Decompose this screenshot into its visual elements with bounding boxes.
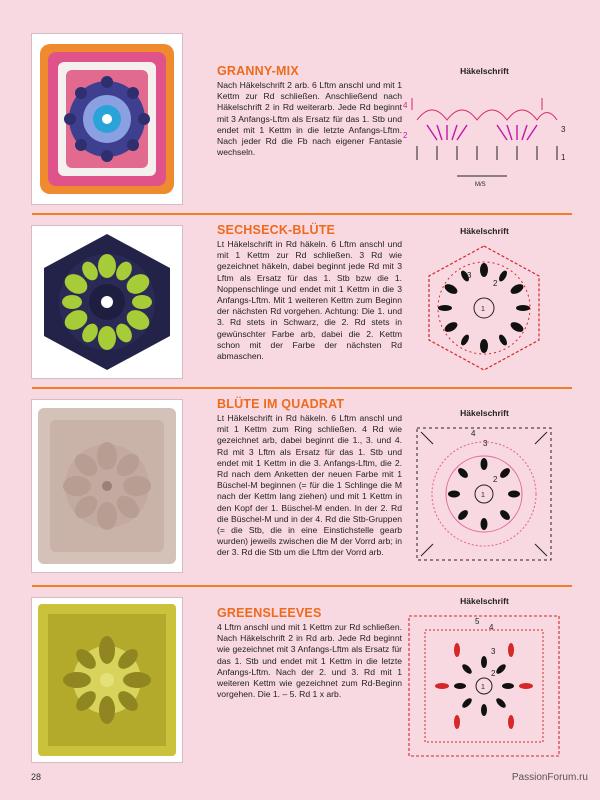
granny-mix-diagram-label: Häkelschrift bbox=[460, 66, 509, 76]
greensleeves-diagram bbox=[397, 596, 572, 776]
bluete-im-quadrat-diagram-label: Häkelschrift bbox=[460, 408, 509, 418]
bluete-im-quadrat-photo bbox=[32, 400, 182, 572]
sechseck-bluete-mark-1: 1 bbox=[481, 306, 485, 313]
sechseck-bluete-title: SECHSECK-BLÜTE bbox=[217, 223, 336, 237]
divider bbox=[32, 213, 572, 215]
granny-mix-photo bbox=[32, 34, 182, 204]
greensleeves-photo bbox=[32, 598, 182, 762]
bluete-im-quadrat-text bbox=[217, 397, 402, 559]
sechseck-bluete-diagram bbox=[397, 226, 572, 406]
greensleeves-text bbox=[217, 606, 402, 700]
sechseck-bluete-mark-2: 2 bbox=[493, 279, 498, 288]
bluete-im-quadrat-mark-4: 4 bbox=[471, 429, 476, 438]
greensleeves-diagram-label: Häkelschrift bbox=[460, 596, 509, 606]
bluete-im-quadrat-mark-2: 2 bbox=[493, 475, 498, 484]
granny-mix-text bbox=[217, 64, 402, 158]
greensleeves-mark-2: 2 bbox=[491, 669, 496, 678]
bluete-im-quadrat-diagram bbox=[397, 408, 572, 588]
divider bbox=[32, 585, 572, 587]
sechseck-bluete-text bbox=[217, 223, 402, 362]
granny-mix-mark-2: 2 bbox=[403, 131, 408, 140]
bluete-im-quadrat-title: BLÜTE IM QUADRAT bbox=[217, 397, 345, 411]
sechseck-bluete-photo bbox=[32, 226, 182, 378]
greensleeves-mark-5: 5 bbox=[475, 617, 480, 626]
page-number: 28 bbox=[31, 772, 42, 782]
divider bbox=[32, 387, 572, 389]
granny-mix-body: Nach Häkelschrift 2 arb. 6 Lftm anschl und mit 1 Kettm zur Rd schließen. Anschließend nach Häkelschrift 2 in Rd weiterarb. Jede Rd beginnt mit 3 Anfangs-Lftm als Ersatz für das 1. Stb und endet mit 1 Kettm in die letzte Anfangs-Lftm. Nach jeder Rd die Fb nach eigener Fantasie wechseln. bbox=[217, 80, 402, 158]
granny-mix-title: GRANNY-MIX bbox=[217, 64, 299, 78]
greensleeves-mark-1: 1 bbox=[481, 684, 485, 691]
greensleeves-title: GREENSLEEVES bbox=[217, 606, 322, 620]
sechseck-bluete-mark-3: 3 bbox=[467, 271, 472, 280]
watermark: PassionForum.ru bbox=[511, 772, 588, 783]
granny-mix-diagram bbox=[397, 66, 572, 246]
sechseck-bluete-body: Lt Häkelschrift in Rd häkeln. 6 Lftm anschl und mit 1 Kettm zur Rd schließen. 3 Rd wie gezeichnet häkeln, dabei beginnt jede Rd mit 3 Lftm als Ersatz für das 1. Stb bzw die 1. Noppenschlinge und endet mit 1 Kettm in die 3 Anfangs-Lftm. Mit 1 weiteren Kettm zum Beginn der nächsten Rd vorgehen. Achtung: Die 1. und 3. Rd stets in Schwarz, die 2. Rd stets in gewünschter Farbe arb, dabei die 2. Kettm schon mit der Farbe der nächsten Rd abmaschen. bbox=[217, 239, 402, 362]
bluete-im-quadrat-mark-3: 3 bbox=[483, 439, 488, 448]
granny-mix-mark-ms: M/S bbox=[475, 182, 486, 188]
sechseck-bluete-diagram-label: Häkelschrift bbox=[460, 226, 509, 236]
granny-mix-mark-1: 1 bbox=[561, 153, 566, 162]
greensleeves-mark-4: 4 bbox=[489, 623, 494, 632]
bluete-im-quadrat-body: Lt Häkelschrift in Rd häkeln. 6 Lftm anschl und mit 1 Kettm zum Ring schließen. 4 Rd wie gezeichnet arb, dabei beginnt die 1., 3. und 4. Rd mit 3 Lftm als Ersatz für das 1. Stb und endet mit 1 Kettm in die 3. Anfangs-Lftm, die 2. Rd nach dem Anketten der neuen Farbe mit 1 Büschel-M beginnen (= für die 1 Schlinge die M nach der Kettm lang ziehen) und mit 1 Kettm in den Kopf der 1. Büschel-M enden. In der 2. Rd die Büschel-M und in der 4. Rd die Stb-Gruppen (= die Stb, die in eine Einstichstelle gearb wurden) jeweils zwischen die M der Vorrd arb; in der 3. Rd die Stb um die Lftm der Vorrd arb. bbox=[217, 413, 402, 558]
granny-mix-mark-4: 4 bbox=[403, 101, 408, 110]
greensleeves-mark-3: 3 bbox=[491, 647, 496, 656]
granny-mix-mark-3: 3 bbox=[561, 125, 566, 134]
greensleeves-body: 4 Lftm anschl und mit 1 Kettm zur Rd schließen. Nach Häkelschrift 2 in Rd arb. Jede Rd beginnt wie gezeichnet mit 3 Anfangs-Lftm als Ersatz für das 1. Stb und endet mit 1 Kettm in die letzte Anfangs-Lftm. Nach der 2. und 3. Rd mit 1 weiteren Kettm wie gezeichnet zum Rd-Beginn vorgehen. Die 1. – 5. Rd 1 x arb. bbox=[217, 622, 402, 700]
bluete-im-quadrat-mark-1: 1 bbox=[481, 492, 485, 499]
